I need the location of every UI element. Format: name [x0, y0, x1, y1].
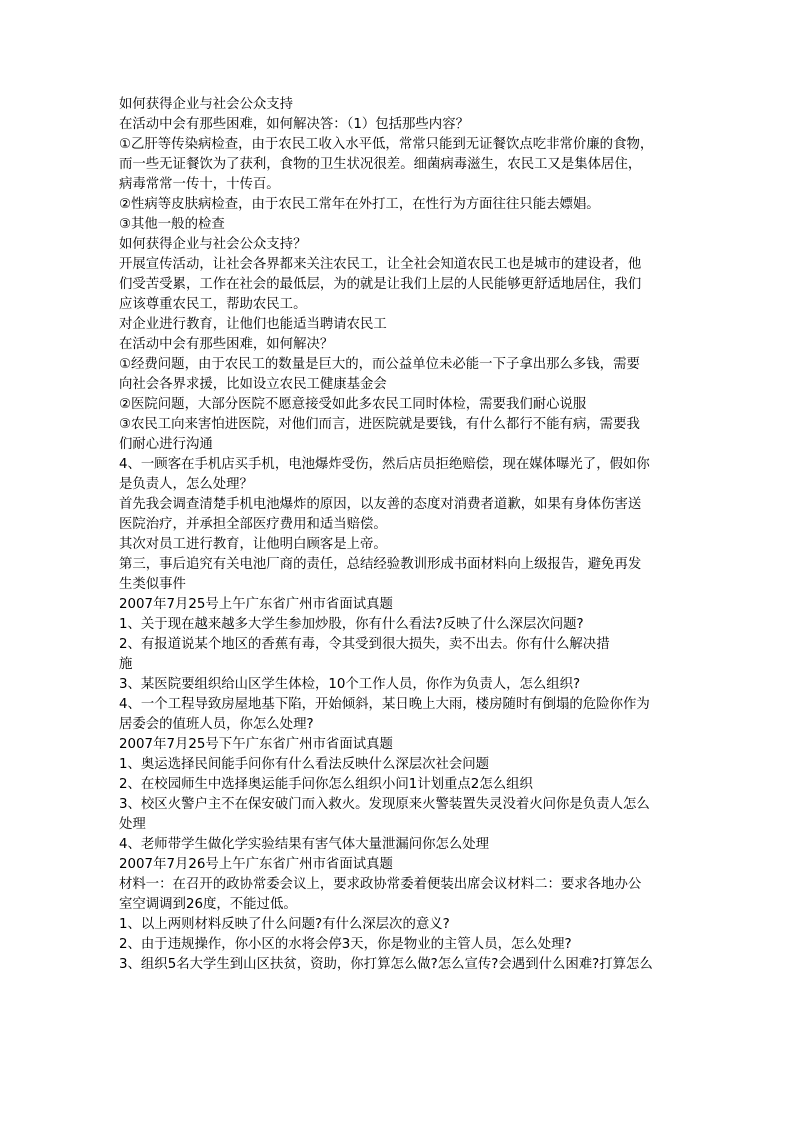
text-line: ②性病等皮肤病检查，由于农民工常年在外打工，在性行为方面往往只能去嫖娼。 — [119, 197, 600, 212]
text-line: 1、关于现在越来越多大学生参加炒股，你有什么看法?反映了什么深层次问题? — [119, 617, 584, 632]
document-body — [119, 95, 679, 975]
text-line: 1、奥运选择民间能手问你有什么看法反映什么深层次社会问题 — [119, 757, 490, 772]
text-line: 施 — [119, 657, 133, 672]
text-line: 室空调调到26度，不能过低。 — [119, 897, 297, 912]
text-line: 4、老师带学生做化学实验结果有害气体大量泄漏问你怎么处理 — [119, 837, 490, 852]
text-line: 们耐心进行沟通 — [119, 437, 213, 452]
text-line: 材料一：在召开的政协常委会议上，要求政协常委着便装出席会议材料二：要求各地办公 — [119, 877, 642, 892]
text-line: 生类似事件 — [119, 577, 186, 592]
text-line: 如何获得企业与社会公众支持？ — [119, 237, 307, 252]
text-line: 开展宣传活动，让社会各界都来关注农民工，让全社会知道农民工也是城市的建设者，他 — [119, 257, 642, 272]
text-line: 们受苦受累，工作在社会的最低层，为的就是让我们上层的人民能够更舒适地居住，我们 — [119, 277, 642, 292]
text-line: 如何获得企业与社会公众支持 — [119, 97, 294, 112]
text-line: 3、某医院要组织给山区学生体检，10个工作人员，你作为负责人，怎么组织? — [119, 677, 581, 692]
text-line: 首先我会调查清楚手机电池爆炸的原因，以友善的态度对消费者道歉，如果有身体伤害送 — [119, 497, 642, 512]
text-line: ①乙肝等传染病检查，由于农民工收入水平低，常常只能到无证餐饮点吃非常价廉的食物， — [119, 137, 654, 152]
text-line: 2007年7月25号下午广东省广州市省面试真题 — [119, 737, 393, 752]
text-line: 居委会的值班人员，你怎么处理? — [119, 717, 314, 732]
text-line: 4、一个工程导致房屋地基下陷，开始倾斜，某日晚上大雨，楼房随时有倒塌的危险你作为 — [119, 697, 650, 712]
text-line: 在活动中会有那些困难，如何解决答：（1）包括那些内容？ — [119, 117, 469, 132]
text-line: 3、校区火警户主不在保安破门而入救火。发现原来火警装置失灵没着火问你是负责人怎么 — [119, 797, 650, 812]
text-line: 在活动中会有那些困难，如何解决？ — [119, 337, 334, 352]
text-line: 1、以上两则材料反映了什么问题?有什么深层次的意义? — [119, 917, 450, 932]
text-line: ③其他一般的检查 — [119, 217, 225, 232]
text-line: 其次对员工进行教育，让他明白顾客是上帝。 — [119, 537, 387, 552]
text-line: 向社会各界求援，比如设立农民工健康基金会 — [119, 377, 387, 392]
text-line: 2、有报道说某个地区的香蕉有毒，令其受到很大损失，卖不出去。你有什么解决措 — [119, 637, 610, 652]
text-line: 2、由于违规操作，你小区的水将会停3天，你是物业的主管人员，怎么处理? — [119, 937, 572, 952]
text-line: 4、一顾客在手机店买手机，电池爆炸受伤，然后店员拒绝赔偿，现在媒体曝光了，假如你 — [119, 457, 650, 472]
text-line: 2007年7月26号上午广东省广州市省面试真题 — [119, 857, 393, 872]
text-line: ①经费问题，由于农民工的数量是巨大的，而公益单位未必能一下子拿出那么多钱，需要 — [119, 357, 640, 372]
text-line: 对企业进行教育，让他们也能适当聘请农民工 — [119, 317, 387, 332]
text-line: 医院治疗，并承担全部医疗费用和适当赔偿。 — [119, 517, 387, 532]
text-line: ③农民工向来害怕进医院，对他们而言，进医院就是要钱，有什么都行不能有病，需要我 — [119, 417, 640, 432]
text-line: 处理 — [119, 817, 146, 832]
text-line: 第三，事后追究有关电池厂商的责任，总结经验教训形成书面材料向上级报告，避免再发 — [119, 557, 642, 572]
text-line: 3、组织5名大学生到山区扶贫，资助，你打算怎么做?怎么宣传?会遇到什么困难?打算怎么 — [119, 957, 653, 972]
text-line: 病毒常常一传十，十传百。 — [119, 177, 280, 192]
text-line: 2007年7月25号上午广东省广州市省面试真题 — [119, 597, 393, 612]
text-line: 是负责人，怎么处理？ — [119, 477, 253, 492]
text-line: 2、在校园师生中选择奥运能手问你怎么组织小问1计划重点2怎么组织 — [119, 777, 533, 792]
text-line: 应该尊重农民工，帮助农民工。 — [119, 297, 307, 312]
text-line: 而一些无证餐饮为了获利，食物的卫生状况很差。细菌病毒滋生，农民工又是集体居住， — [119, 157, 642, 172]
text-line: ②医院问题，大部分医院不愿意接受如此多农民工同时体检，需要我们耐心说服 — [119, 397, 587, 412]
